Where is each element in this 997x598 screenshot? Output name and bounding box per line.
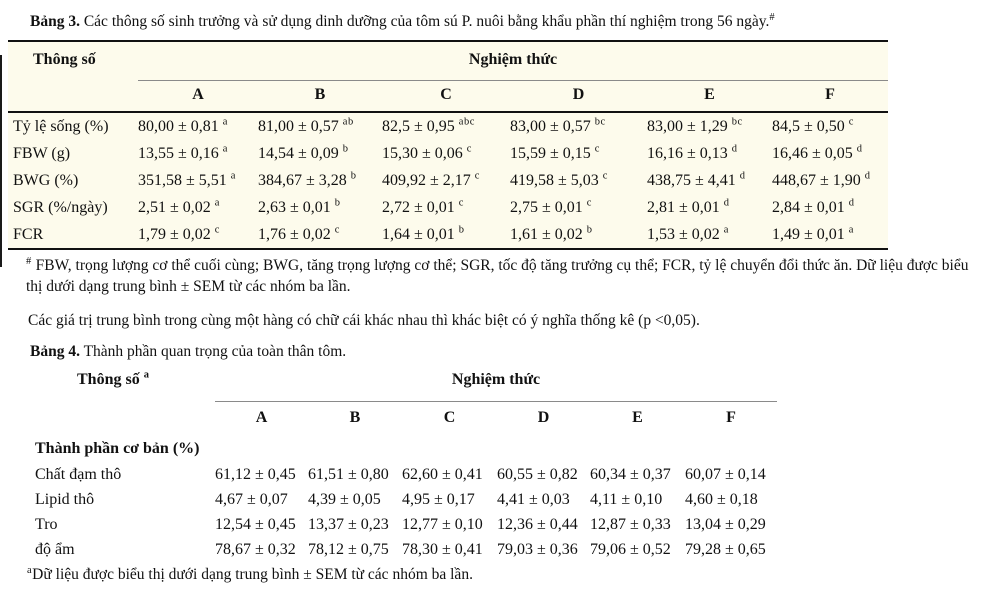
significance-note: Các giá trị trung bình trong cùng một hàng có chữ cái khác nhau thì khác biệt có ý nghĩa thống kê (p <0,05). <box>28 312 700 329</box>
table3-column-header-f: F <box>772 81 888 113</box>
table-cell: 1,49 ± 0,01 $^a$ <box>772 224 854 243</box>
table4-column-header-e: E <box>632 409 643 426</box>
table-cell: 1,79 ± 0,02 $^c$ <box>138 224 220 243</box>
table-cell: 1,53 ± 0,02 $^a$ <box>647 224 729 243</box>
table3-column-header-d: D <box>510 81 647 113</box>
table-cell: 4,41 ± 0,03 <box>497 490 570 508</box>
table4-treatment-header: Nghiệm thức <box>215 367 777 402</box>
table-cell: 438,75 ± 4,41 $^d$ <box>647 170 746 189</box>
row-label: Tỷ lệ sống (%) <box>13 117 109 135</box>
table-cell: 12,87 ± 0,33 <box>590 515 671 533</box>
table3-footnote-text: FBW, trọng lượng cơ thể cuối cùng; BWG, tăng trọng lượng cơ thể; SGR, tốc độ tăng trưởng cụ thể; FCR, tỷ lệ chuyển đổi thức ăn. Dữ liệu được biểu thị dưới dạng trung bình ± SEM từ các nhóm ba lần. <box>26 257 969 295</box>
table-cell: 2,51 ± 0,02 $^a$ <box>138 197 220 216</box>
table-cell: 2,84 ± 0,01 $^d$ <box>772 197 855 216</box>
table4-footnote-text: Dữ liệu được biểu thị dưới dạng trung bình ± SEM từ các nhóm ba lần. <box>32 566 473 583</box>
table4-caption-label: Bảng 4. <box>30 343 80 360</box>
table-cell: 84,5 ± 0,50 $^c$ <box>772 116 854 135</box>
param-footnote-mark: a <box>143 369 150 381</box>
table-cell: 2,63 ± 0,01 $^b$ <box>258 197 341 216</box>
body-composition-table <box>33 367 777 562</box>
table-cell: 12,54 ± 0,45 <box>215 515 296 533</box>
table3-column-header-a: A <box>138 81 258 113</box>
table4-param-header: Thông số $^a$ <box>77 369 150 388</box>
table3-treatment-header: Nghiệm thức <box>138 41 888 81</box>
table4-footnote <box>27 566 997 584</box>
table-cell: 2,75 ± 0,01 $^c$ <box>510 197 592 216</box>
table-cell: 2,72 ± 0,01 $^c$ <box>382 197 464 216</box>
table-cell: 1,61 ± 0,02 $^b$ <box>510 224 593 243</box>
table-cell: 60,55 ± 0,82 <box>497 465 578 483</box>
table-cell: 419,58 ± 5,03 $^c$ <box>510 170 608 189</box>
table-cell: 448,67 ± 1,90 $^d$ <box>772 170 871 189</box>
table4-column-header-c: C <box>443 409 456 426</box>
table-cell: 4,11 ± 0,10 <box>590 490 663 508</box>
table-row <box>8 221 888 249</box>
table-cell: 61,51 ± 0,80 <box>308 465 389 483</box>
table-cell: 83,00 ± 1,29 $^{bc}$ <box>647 116 743 135</box>
row-label: Lipid thô <box>35 490 95 508</box>
table3-column-header-b: B <box>258 81 382 113</box>
table-cell: 60,34 ± 0,37 <box>590 465 671 483</box>
table-row <box>33 512 777 537</box>
table-cell: 13,55 ± 0,16 $^a$ <box>138 143 228 162</box>
row-label: độ ẩm <box>35 540 75 558</box>
table-cell: 15,30 ± 0,06 $^c$ <box>382 143 472 162</box>
footnote-mark: # <box>26 255 32 267</box>
table-row <box>8 194 888 221</box>
table-cell: 4,60 ± 0,18 <box>685 490 758 508</box>
row-label: Tro <box>35 515 58 533</box>
row-label: FCR <box>13 225 44 243</box>
table-cell: 62,60 ± 0,41 <box>402 465 483 483</box>
table-cell: 60,07 ± 0,14 <box>685 465 766 483</box>
table-row <box>33 462 777 487</box>
table4-column-header-b: B <box>349 409 361 426</box>
table-cell: 79,03 ± 0,36 <box>497 540 578 558</box>
growth-parameters-table <box>8 40 888 250</box>
table-cell: 79,28 ± 0,65 <box>685 540 766 558</box>
footnote-mark: a <box>27 564 33 576</box>
table-cell: 384,67 ± 3,28 $^b$ <box>258 170 357 189</box>
table-cell: 61,12 ± 0,45 <box>215 465 296 483</box>
table-cell: 4,67 ± 0,07 <box>215 490 288 508</box>
table-row <box>8 112 888 140</box>
table3-caption-footnote-mark: # <box>769 11 776 23</box>
table3-column-header-e: E <box>647 81 772 113</box>
table-cell: 16,46 ± 0,05 $^d$ <box>772 143 863 162</box>
row-label: BWG (%) <box>13 171 79 189</box>
table-row <box>33 537 777 562</box>
table3-caption-label: Bảng 3. <box>30 13 80 30</box>
table3-column-header-c: C <box>382 81 510 113</box>
table-cell: 13,37 ± 0,23 <box>308 515 389 533</box>
table-cell: 12,36 ± 0,44 <box>497 515 578 533</box>
table-cell: 15,59 ± 0,15 $^c$ <box>510 143 600 162</box>
table4-column-header-f: F <box>726 409 736 426</box>
table4-column-header-d: D <box>537 409 550 426</box>
section-header: Thành phần cơ bản (%) <box>35 440 200 457</box>
table-cell: 2,81 ± 0,01 $^d$ <box>647 197 730 216</box>
table-cell: 1,64 ± 0,01 $^b$ <box>382 224 465 243</box>
row-label: SGR (%/ngày) <box>13 198 108 216</box>
row-label: FBW (g) <box>13 144 71 162</box>
table-row <box>8 167 888 194</box>
table-cell: 351,58 ± 5,51 $^a$ <box>138 170 236 189</box>
table4-caption-text: Thành phần quan trọng của toàn thân tôm. <box>79 343 347 360</box>
table-cell: 79,06 ± 0,52 <box>590 540 671 558</box>
table4-caption <box>30 343 997 361</box>
row-label: Chất đạm thô <box>35 465 122 483</box>
table3-footnote <box>26 255 970 297</box>
table-cell: 81,00 ± 0,57 $^{ab}$ <box>258 116 354 135</box>
table-cell: 82,5 ± 0,95 $^{abc}$ <box>382 116 475 135</box>
table-row <box>8 140 888 167</box>
section-row <box>33 433 777 462</box>
table-cell: 78,12 ± 0,75 <box>308 540 389 558</box>
table-cell: 80,00 ± 0,81 $^a$ <box>138 116 228 135</box>
table-cell: 4,39 ± 0,05 <box>308 490 381 508</box>
table3-caption-text: Các thông số sinh trưởng và sử dụng dinh dưỡng của tôm sú P. nuôi bằng khẩu phần thí nghiệm trong 56 ngày. <box>79 13 770 30</box>
table-cell: 4,95 ± 0,17 <box>402 490 475 508</box>
table-cell: 409,92 ± 2,17 $^c$ <box>382 170 480 189</box>
table3-caption <box>30 13 997 31</box>
table-cell: 16,16 ± 0,13 $^d$ <box>647 143 738 162</box>
table-cell: 12,77 ± 0,10 <box>402 515 483 533</box>
table3-left-border <box>0 55 2 267</box>
table4-column-header-a: A <box>255 409 268 426</box>
table-row <box>33 487 777 512</box>
table-cell: 78,67 ± 0,32 <box>215 540 296 558</box>
table-cell: 14,54 ± 0,09 $^b$ <box>258 143 349 162</box>
table-cell: 78,30 ± 0,41 <box>402 540 483 558</box>
table-cell: 83,00 ± 0,57 $^{bc}$ <box>510 116 606 135</box>
table3-param-header: Thông số <box>8 41 138 112</box>
table-cell: 13,04 ± 0,29 <box>685 515 766 533</box>
table-cell: 1,76 ± 0,02 $^c$ <box>258 224 340 243</box>
